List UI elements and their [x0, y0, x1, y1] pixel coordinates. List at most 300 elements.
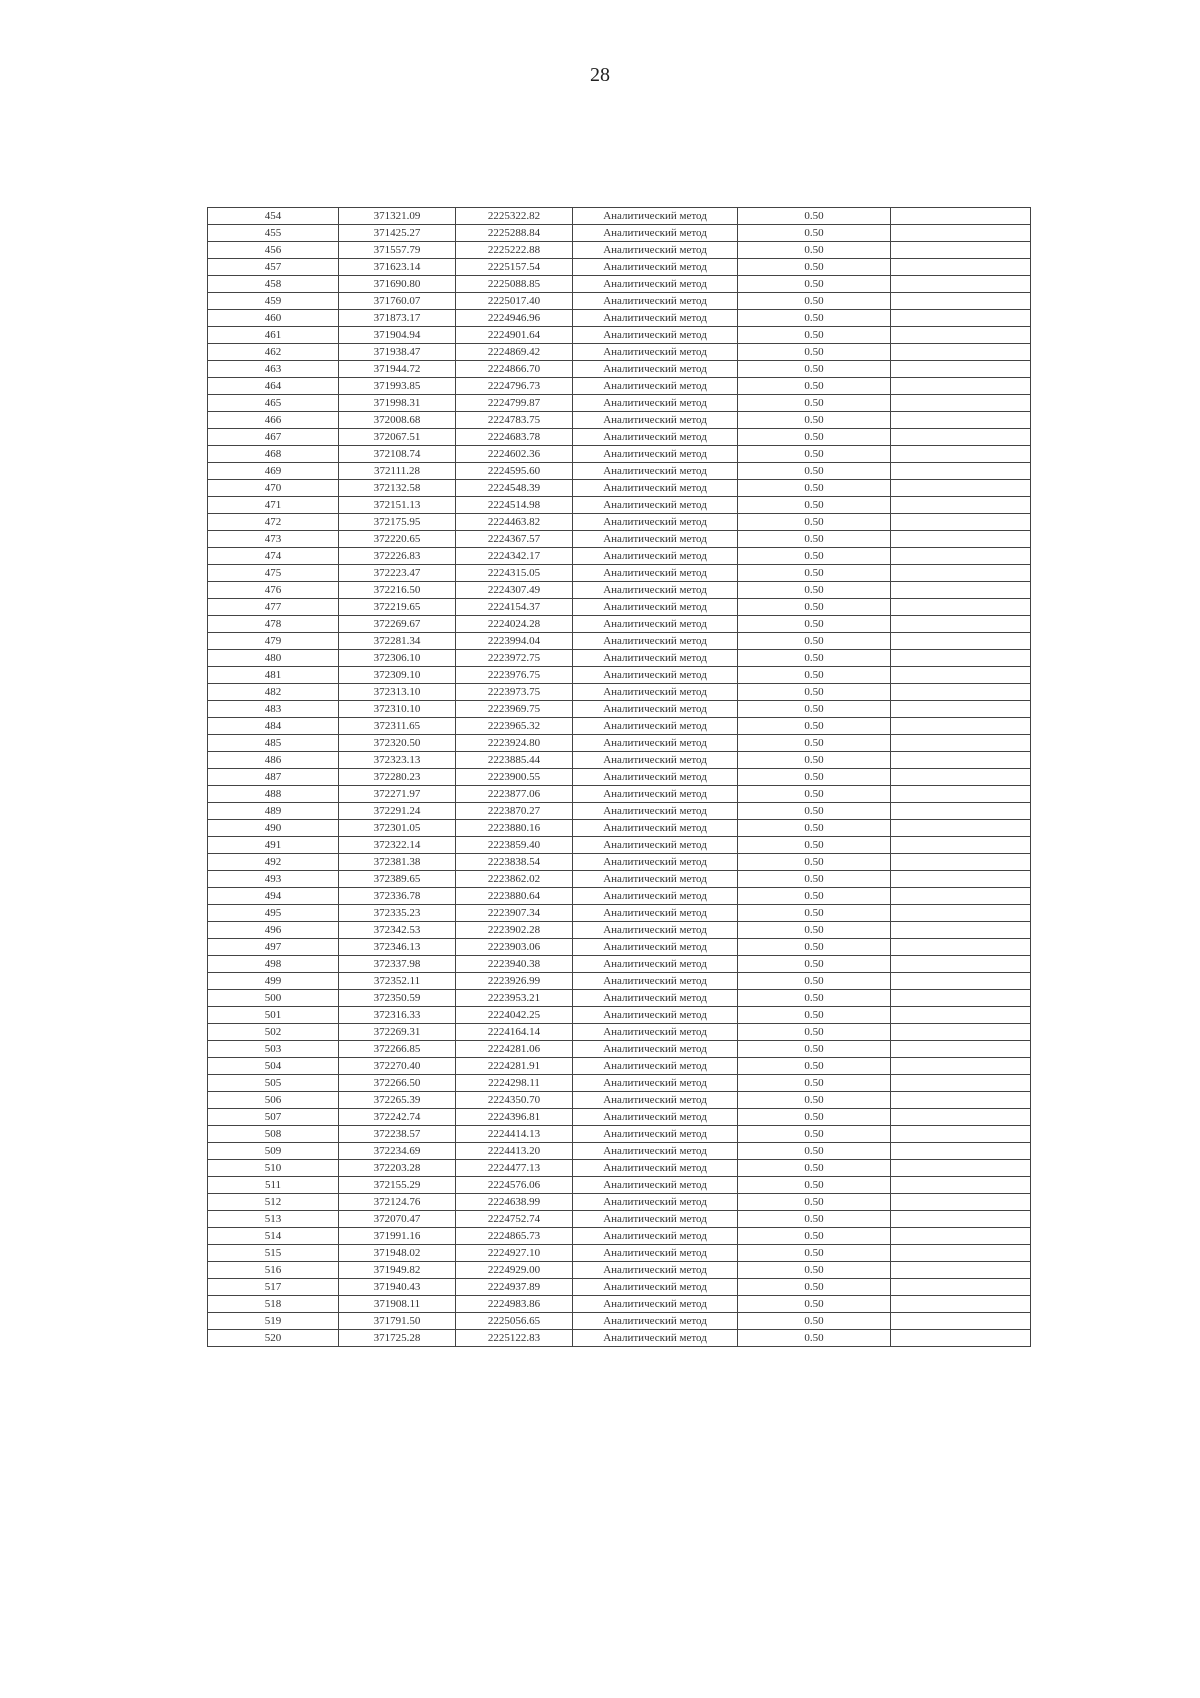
- x-coordinate-cell: 372336.78: [339, 888, 456, 905]
- method-cell: Аналитический метод: [573, 463, 738, 480]
- y-coordinate-cell: 2224869.42: [456, 344, 573, 361]
- point-number-cell: 497: [208, 939, 339, 956]
- x-coordinate-cell: 371760.07: [339, 293, 456, 310]
- accuracy-cell: 0.50: [738, 1177, 891, 1194]
- method-cell: Аналитический метод: [573, 939, 738, 956]
- point-number-cell: 471: [208, 497, 339, 514]
- table-row: [208, 1126, 1031, 1143]
- point-number-cell: 476: [208, 582, 339, 599]
- x-coordinate-cell: 372242.74: [339, 1109, 456, 1126]
- table-row: [208, 599, 1031, 616]
- accuracy-cell: 0.50: [738, 395, 891, 412]
- point-number-cell: 475: [208, 565, 339, 582]
- method-cell: Аналитический метод: [573, 361, 738, 378]
- table-row: [208, 735, 1031, 752]
- x-coordinate-cell: 371993.85: [339, 378, 456, 395]
- accuracy-cell: 0.50: [738, 701, 891, 718]
- accuracy-cell: 0.50: [738, 1245, 891, 1262]
- table-row: [208, 837, 1031, 854]
- accuracy-cell: 0.50: [738, 939, 891, 956]
- note-cell: [891, 344, 1031, 361]
- x-coordinate-cell: 372322.14: [339, 837, 456, 854]
- table-row: [208, 208, 1031, 225]
- note-cell: [891, 718, 1031, 735]
- note-cell: [891, 1330, 1031, 1347]
- point-number-cell: 500: [208, 990, 339, 1007]
- y-coordinate-cell: 2223877.06: [456, 786, 573, 803]
- note-cell: [891, 667, 1031, 684]
- table-row: [208, 276, 1031, 293]
- x-coordinate-cell: 372350.59: [339, 990, 456, 1007]
- table-row: [208, 531, 1031, 548]
- point-number-cell: 485: [208, 735, 339, 752]
- x-coordinate-cell: 372008.68: [339, 412, 456, 429]
- accuracy-cell: 0.50: [738, 616, 891, 633]
- table-row: [208, 225, 1031, 242]
- point-number-cell: 461: [208, 327, 339, 344]
- method-cell: Аналитический метод: [573, 1228, 738, 1245]
- note-cell: [891, 327, 1031, 344]
- point-number-cell: 467: [208, 429, 339, 446]
- note-cell: [891, 1041, 1031, 1058]
- method-cell: Аналитический метод: [573, 1194, 738, 1211]
- table-row: [208, 242, 1031, 259]
- table-row: [208, 939, 1031, 956]
- note-cell: [891, 463, 1031, 480]
- method-cell: Аналитический метод: [573, 701, 738, 718]
- y-coordinate-cell: 2223902.28: [456, 922, 573, 939]
- accuracy-cell: 0.50: [738, 752, 891, 769]
- note-cell: [891, 1211, 1031, 1228]
- y-coordinate-cell: 2224307.49: [456, 582, 573, 599]
- y-coordinate-cell: 2224413.20: [456, 1143, 573, 1160]
- method-cell: Аналитический метод: [573, 1160, 738, 1177]
- method-cell: Аналитический метод: [573, 1126, 738, 1143]
- table-row: [208, 1194, 1031, 1211]
- table-row: [208, 1228, 1031, 1245]
- x-coordinate-cell: 371623.14: [339, 259, 456, 276]
- table-row: [208, 684, 1031, 701]
- method-cell: Аналитический метод: [573, 429, 738, 446]
- note-cell: [891, 735, 1031, 752]
- note-cell: [891, 480, 1031, 497]
- y-coordinate-cell: 2225088.85: [456, 276, 573, 293]
- method-cell: Аналитический метод: [573, 531, 738, 548]
- table-row: [208, 1058, 1031, 1075]
- note-cell: [891, 1296, 1031, 1313]
- accuracy-cell: 0.50: [738, 327, 891, 344]
- accuracy-cell: 0.50: [738, 242, 891, 259]
- table-row: [208, 1330, 1031, 1347]
- accuracy-cell: 0.50: [738, 820, 891, 837]
- y-coordinate-cell: 2224477.13: [456, 1160, 573, 1177]
- x-coordinate-cell: 371904.94: [339, 327, 456, 344]
- note-cell: [891, 871, 1031, 888]
- y-coordinate-cell: 2224866.70: [456, 361, 573, 378]
- note-cell: [891, 1245, 1031, 1262]
- y-coordinate-cell: 2223880.16: [456, 820, 573, 837]
- y-coordinate-cell: 2223976.75: [456, 667, 573, 684]
- table-row: [208, 1024, 1031, 1041]
- accuracy-cell: 0.50: [738, 208, 891, 225]
- x-coordinate-cell: 372266.85: [339, 1041, 456, 1058]
- accuracy-cell: 0.50: [738, 905, 891, 922]
- point-number-cell: 513: [208, 1211, 339, 1228]
- y-coordinate-cell: 2223907.34: [456, 905, 573, 922]
- y-coordinate-cell: 2223953.21: [456, 990, 573, 1007]
- point-number-cell: 514: [208, 1228, 339, 1245]
- y-coordinate-cell: 2224042.25: [456, 1007, 573, 1024]
- method-cell: Аналитический метод: [573, 395, 738, 412]
- method-cell: Аналитический метод: [573, 1262, 738, 1279]
- y-coordinate-cell: 2223880.64: [456, 888, 573, 905]
- y-coordinate-cell: 2223838.54: [456, 854, 573, 871]
- y-coordinate-cell: 2224901.64: [456, 327, 573, 344]
- point-number-cell: 498: [208, 956, 339, 973]
- x-coordinate-cell: 372389.65: [339, 871, 456, 888]
- method-cell: Аналитический метод: [573, 956, 738, 973]
- table-row: [208, 480, 1031, 497]
- method-cell: Аналитический метод: [573, 412, 738, 429]
- accuracy-cell: 0.50: [738, 582, 891, 599]
- accuracy-cell: 0.50: [738, 973, 891, 990]
- method-cell: Аналитический метод: [573, 888, 738, 905]
- x-coordinate-cell: 372309.10: [339, 667, 456, 684]
- table-row: [208, 650, 1031, 667]
- accuracy-cell: 0.50: [738, 684, 891, 701]
- x-coordinate-cell: 372271.97: [339, 786, 456, 803]
- method-cell: Аналитический метод: [573, 735, 738, 752]
- table-row: [208, 293, 1031, 310]
- note-cell: [891, 395, 1031, 412]
- y-coordinate-cell: 2223862.02: [456, 871, 573, 888]
- note-cell: [891, 752, 1031, 769]
- x-coordinate-cell: 372335.23: [339, 905, 456, 922]
- method-cell: Аналитический метод: [573, 378, 738, 395]
- y-coordinate-cell: 2224514.98: [456, 497, 573, 514]
- x-coordinate-cell: 372346.13: [339, 939, 456, 956]
- coordinates-table-body: [208, 208, 1031, 1347]
- table-row: [208, 395, 1031, 412]
- point-number-cell: 482: [208, 684, 339, 701]
- note-cell: [891, 293, 1031, 310]
- note-cell: [891, 939, 1031, 956]
- table-row: [208, 1092, 1031, 1109]
- method-cell: Аналитический метод: [573, 1296, 738, 1313]
- x-coordinate-cell: 371938.47: [339, 344, 456, 361]
- x-coordinate-cell: 372313.10: [339, 684, 456, 701]
- x-coordinate-cell: 372266.50: [339, 1075, 456, 1092]
- table-row: [208, 1041, 1031, 1058]
- y-coordinate-cell: 2224350.70: [456, 1092, 573, 1109]
- accuracy-cell: 0.50: [738, 803, 891, 820]
- point-number-cell: 483: [208, 701, 339, 718]
- y-coordinate-cell: 2224024.28: [456, 616, 573, 633]
- note-cell: [891, 497, 1031, 514]
- note-cell: [891, 973, 1031, 990]
- accuracy-cell: 0.50: [738, 786, 891, 803]
- x-coordinate-cell: 371991.16: [339, 1228, 456, 1245]
- y-coordinate-cell: 2225122.83: [456, 1330, 573, 1347]
- accuracy-cell: 0.50: [738, 837, 891, 854]
- table-row: [208, 1211, 1031, 1228]
- note-cell: [891, 905, 1031, 922]
- note-cell: [891, 990, 1031, 1007]
- x-coordinate-cell: 372265.39: [339, 1092, 456, 1109]
- point-number-cell: 488: [208, 786, 339, 803]
- x-coordinate-cell: 372203.28: [339, 1160, 456, 1177]
- table-row: [208, 820, 1031, 837]
- method-cell: Аналитический метод: [573, 344, 738, 361]
- method-cell: Аналитический метод: [573, 514, 738, 531]
- accuracy-cell: 0.50: [738, 225, 891, 242]
- table-row: [208, 514, 1031, 531]
- note-cell: [891, 854, 1031, 871]
- method-cell: Аналитический метод: [573, 1279, 738, 1296]
- note-cell: [891, 548, 1031, 565]
- accuracy-cell: 0.50: [738, 769, 891, 786]
- note-cell: [891, 259, 1031, 276]
- table-row: [208, 752, 1031, 769]
- y-coordinate-cell: 2224463.82: [456, 514, 573, 531]
- table-row: [208, 259, 1031, 276]
- note-cell: [891, 633, 1031, 650]
- method-cell: Аналитический метод: [573, 1092, 738, 1109]
- method-cell: Аналитический метод: [573, 1177, 738, 1194]
- note-cell: [891, 956, 1031, 973]
- coordinates-table: [207, 207, 1031, 1347]
- method-cell: Аналитический метод: [573, 293, 738, 310]
- point-number-cell: 494: [208, 888, 339, 905]
- point-number-cell: 492: [208, 854, 339, 871]
- note-cell: [891, 820, 1031, 837]
- note-cell: [891, 1058, 1031, 1075]
- y-coordinate-cell: 2223994.04: [456, 633, 573, 650]
- x-coordinate-cell: 371690.80: [339, 276, 456, 293]
- note-cell: [891, 531, 1031, 548]
- method-cell: Аналитический метод: [573, 1041, 738, 1058]
- y-coordinate-cell: 2224548.39: [456, 480, 573, 497]
- y-coordinate-cell: 2224783.75: [456, 412, 573, 429]
- accuracy-cell: 0.50: [738, 1262, 891, 1279]
- y-coordinate-cell: 2224298.11: [456, 1075, 573, 1092]
- accuracy-cell: 0.50: [738, 599, 891, 616]
- method-cell: Аналитический метод: [573, 871, 738, 888]
- table-row: [208, 905, 1031, 922]
- x-coordinate-cell: 372220.65: [339, 531, 456, 548]
- table-row: [208, 769, 1031, 786]
- x-coordinate-cell: 372381.38: [339, 854, 456, 871]
- point-number-cell: 460: [208, 310, 339, 327]
- y-coordinate-cell: 2224396.81: [456, 1109, 573, 1126]
- method-cell: Аналитический метод: [573, 1007, 738, 1024]
- x-coordinate-cell: 372306.10: [339, 650, 456, 667]
- x-coordinate-cell: 372219.65: [339, 599, 456, 616]
- method-cell: Аналитический метод: [573, 582, 738, 599]
- table-row: [208, 1007, 1031, 1024]
- method-cell: Аналитический метод: [573, 905, 738, 922]
- point-number-cell: 477: [208, 599, 339, 616]
- method-cell: Аналитический метод: [573, 922, 738, 939]
- point-number-cell: 457: [208, 259, 339, 276]
- y-coordinate-cell: 2225222.88: [456, 242, 573, 259]
- point-number-cell: 508: [208, 1126, 339, 1143]
- y-coordinate-cell: 2223926.99: [456, 973, 573, 990]
- table-row: [208, 327, 1031, 344]
- point-number-cell: 509: [208, 1143, 339, 1160]
- table-row: [208, 344, 1031, 361]
- accuracy-cell: 0.50: [738, 1092, 891, 1109]
- accuracy-cell: 0.50: [738, 565, 891, 582]
- note-cell: [891, 922, 1031, 939]
- y-coordinate-cell: 2225322.82: [456, 208, 573, 225]
- table-row: [208, 1109, 1031, 1126]
- point-number-cell: 465: [208, 395, 339, 412]
- x-coordinate-cell: 372323.13: [339, 752, 456, 769]
- accuracy-cell: 0.50: [738, 1109, 891, 1126]
- method-cell: Аналитический метод: [573, 310, 738, 327]
- y-coordinate-cell: 2223924.80: [456, 735, 573, 752]
- x-coordinate-cell: 372111.28: [339, 463, 456, 480]
- y-coordinate-cell: 2223969.75: [456, 701, 573, 718]
- method-cell: Аналитический метод: [573, 854, 738, 871]
- accuracy-cell: 0.50: [738, 463, 891, 480]
- note-cell: [891, 1279, 1031, 1296]
- x-coordinate-cell: 372238.57: [339, 1126, 456, 1143]
- x-coordinate-cell: 371873.17: [339, 310, 456, 327]
- y-coordinate-cell: 2224602.36: [456, 446, 573, 463]
- y-coordinate-cell: 2224799.87: [456, 395, 573, 412]
- x-coordinate-cell: 372124.76: [339, 1194, 456, 1211]
- method-cell: Аналитический метод: [573, 837, 738, 854]
- note-cell: [891, 837, 1031, 854]
- x-coordinate-cell: 372108.74: [339, 446, 456, 463]
- table-row: [208, 956, 1031, 973]
- accuracy-cell: 0.50: [738, 854, 891, 871]
- method-cell: Аналитический метод: [573, 480, 738, 497]
- note-cell: [891, 582, 1031, 599]
- note-cell: [891, 242, 1031, 259]
- table-row: [208, 667, 1031, 684]
- note-cell: [891, 1024, 1031, 1041]
- y-coordinate-cell: 2223972.75: [456, 650, 573, 667]
- point-number-cell: 468: [208, 446, 339, 463]
- table-row: [208, 718, 1031, 735]
- point-number-cell: 463: [208, 361, 339, 378]
- accuracy-cell: 0.50: [738, 718, 891, 735]
- method-cell: Аналитический метод: [573, 973, 738, 990]
- x-coordinate-cell: 372234.69: [339, 1143, 456, 1160]
- y-coordinate-cell: 2224367.57: [456, 531, 573, 548]
- method-cell: Аналитический метод: [573, 1330, 738, 1347]
- note-cell: [891, 599, 1031, 616]
- method-cell: Аналитический метод: [573, 633, 738, 650]
- y-coordinate-cell: 2223900.55: [456, 769, 573, 786]
- table-row: [208, 446, 1031, 463]
- y-coordinate-cell: 2224983.86: [456, 1296, 573, 1313]
- x-coordinate-cell: 371948.02: [339, 1245, 456, 1262]
- accuracy-cell: 0.50: [738, 1007, 891, 1024]
- accuracy-cell: 0.50: [738, 1041, 891, 1058]
- note-cell: [891, 1075, 1031, 1092]
- table-row: [208, 310, 1031, 327]
- y-coordinate-cell: 2224937.89: [456, 1279, 573, 1296]
- point-number-cell: 501: [208, 1007, 339, 1024]
- accuracy-cell: 0.50: [738, 1296, 891, 1313]
- point-number-cell: 466: [208, 412, 339, 429]
- method-cell: Аналитический метод: [573, 752, 738, 769]
- y-coordinate-cell: 2224683.78: [456, 429, 573, 446]
- x-coordinate-cell: 372352.11: [339, 973, 456, 990]
- point-number-cell: 478: [208, 616, 339, 633]
- page-number: 28: [590, 64, 610, 86]
- point-number-cell: 473: [208, 531, 339, 548]
- method-cell: Аналитический метод: [573, 276, 738, 293]
- accuracy-cell: 0.50: [738, 735, 891, 752]
- accuracy-cell: 0.50: [738, 1211, 891, 1228]
- point-number-cell: 502: [208, 1024, 339, 1041]
- accuracy-cell: 0.50: [738, 446, 891, 463]
- note-cell: [891, 565, 1031, 582]
- point-number-cell: 518: [208, 1296, 339, 1313]
- x-coordinate-cell: 372310.10: [339, 701, 456, 718]
- accuracy-cell: 0.50: [738, 633, 891, 650]
- accuracy-cell: 0.50: [738, 1279, 891, 1296]
- note-cell: [891, 616, 1031, 633]
- x-coordinate-cell: 371940.43: [339, 1279, 456, 1296]
- point-number-cell: 470: [208, 480, 339, 497]
- x-coordinate-cell: 372291.24: [339, 803, 456, 820]
- table-row: [208, 633, 1031, 650]
- accuracy-cell: 0.50: [738, 1024, 891, 1041]
- x-coordinate-cell: 372223.47: [339, 565, 456, 582]
- table-row: [208, 1177, 1031, 1194]
- note-cell: [891, 1177, 1031, 1194]
- y-coordinate-cell: 2223965.32: [456, 718, 573, 735]
- point-number-cell: 464: [208, 378, 339, 395]
- accuracy-cell: 0.50: [738, 990, 891, 1007]
- point-number-cell: 515: [208, 1245, 339, 1262]
- point-number-cell: 493: [208, 871, 339, 888]
- point-number-cell: 519: [208, 1313, 339, 1330]
- x-coordinate-cell: 372301.05: [339, 820, 456, 837]
- note-cell: [891, 1160, 1031, 1177]
- note-cell: [891, 361, 1031, 378]
- method-cell: Аналитический метод: [573, 446, 738, 463]
- table-row: [208, 463, 1031, 480]
- method-cell: Аналитический метод: [573, 1245, 738, 1262]
- y-coordinate-cell: 2225288.84: [456, 225, 573, 242]
- method-cell: Аналитический метод: [573, 820, 738, 837]
- point-number-cell: 506: [208, 1092, 339, 1109]
- y-coordinate-cell: 2224946.96: [456, 310, 573, 327]
- y-coordinate-cell: 2224281.91: [456, 1058, 573, 1075]
- table-row: [208, 1245, 1031, 1262]
- x-coordinate-cell: 372070.47: [339, 1211, 456, 1228]
- note-cell: [891, 412, 1031, 429]
- y-coordinate-cell: 2225056.65: [456, 1313, 573, 1330]
- x-coordinate-cell: 371791.50: [339, 1313, 456, 1330]
- x-coordinate-cell: 372132.58: [339, 480, 456, 497]
- note-cell: [891, 1109, 1031, 1126]
- table-row: [208, 922, 1031, 939]
- point-number-cell: 496: [208, 922, 339, 939]
- y-coordinate-cell: 2224929.00: [456, 1262, 573, 1279]
- note-cell: [891, 429, 1031, 446]
- method-cell: Аналитический метод: [573, 684, 738, 701]
- method-cell: Аналитический метод: [573, 327, 738, 344]
- x-coordinate-cell: 371908.11: [339, 1296, 456, 1313]
